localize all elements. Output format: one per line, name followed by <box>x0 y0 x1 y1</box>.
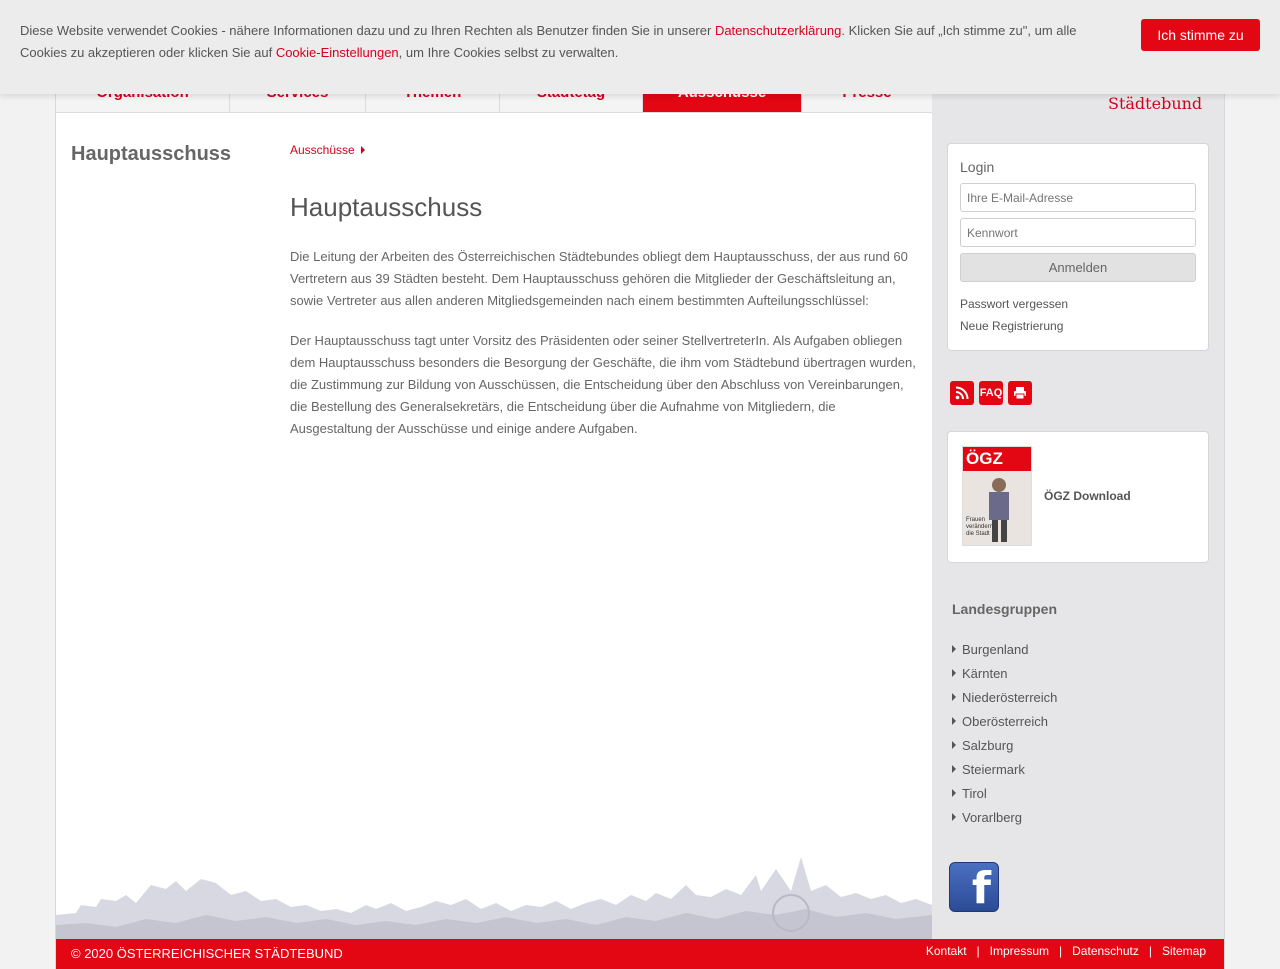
caret-right-icon <box>361 146 365 154</box>
caret-right-icon <box>952 741 956 749</box>
list-item[interactable] <box>952 637 1057 661</box>
footer-link-sitemap[interactable]: Sitemap <box>1161 944 1206 958</box>
password-field[interactable] <box>960 218 1196 247</box>
page-title: Hauptausschuss <box>290 192 483 222</box>
list-item-label: Tirol <box>962 785 987 801</box>
breadcrumb-link[interactable]: Ausschüsse <box>290 143 355 157</box>
cookie-text-part: Diese Website verwendet Cookies - nähere Informationen dazu und zu Ihren Rechten als Benutzer finden Sie in unserer <box>20 23 715 38</box>
list-item[interactable] <box>952 733 1057 757</box>
cookie-text <box>20 20 1100 64</box>
privacy-policy-link[interactable]: Datenschutzerklärung <box>714 23 842 38</box>
caret-right-icon <box>952 813 956 821</box>
list-item-label: Kärnten <box>962 665 1008 681</box>
ogz-cover-image[interactable] <box>962 446 1032 546</box>
caret-right-icon <box>952 693 956 701</box>
footer-link-impressum[interactable]: Impressum <box>989 944 1050 958</box>
forgot-password-link[interactable]: Passwort vergessen <box>960 297 1069 311</box>
rss-icon[interactable] <box>950 381 974 405</box>
list-item-label: Salzburg <box>962 737 1014 753</box>
email-field[interactable] <box>960 183 1196 212</box>
landesgruppen-title: Landesgruppen <box>952 601 1058 617</box>
caret-right-icon <box>952 645 956 653</box>
list-item-label: Oberösterreich <box>962 713 1048 729</box>
list-item-label: Vorarlberg <box>962 809 1022 825</box>
footer-link-kontakt[interactable]: Kontakt <box>925 944 967 958</box>
caret-right-icon <box>952 789 956 797</box>
list-item[interactable] <box>952 709 1057 733</box>
city-skyline-illustration <box>56 855 932 939</box>
cookie-settings-link[interactable]: Cookie-Einstellungen <box>275 45 399 60</box>
caret-right-icon <box>952 765 956 773</box>
list-item-label: Niederösterreich <box>962 689 1058 705</box>
cookie-banner <box>0 0 1280 94</box>
content-paragraph: Der Hauptausschuss tagt unter Vorsitz des Präsidenten oder seiner StellvertreterIn. Als Aufgaben obliegen dem Hauptausschuss besonders die Besorgung der Geschäfte, die ihm vom Städtebund übertragen wurden, die Zustimmung zur Bildung von Ausschüssen, die Entscheidung über den Abschluss von Vereinbarungen, die Bestellung des Generalsekretärs, die Entscheidung über die Aufnahme von Mitgliedern, die Ausgestaltung der Ausschüsse und einige andere Aufgaben. <box>290 333 916 436</box>
subnav-title: Hauptausschuss <box>71 143 232 165</box>
list-item-label: Steiermark <box>962 761 1025 777</box>
accept-cookies-button[interactable]: Ich stimme zu <box>1141 19 1260 51</box>
landesgruppen-list <box>952 637 1057 829</box>
list-item[interactable] <box>952 805 1057 829</box>
cookie-text-part: , um Ihre Cookies selbst zu verwalten. <box>398 45 619 60</box>
brand-wordmark[interactable]: Städtebund <box>1108 94 1203 113</box>
list-item[interactable] <box>952 661 1057 685</box>
faq-icon[interactable]: FAQ <box>979 381 1003 405</box>
facebook-icon[interactable]: f <box>949 862 999 912</box>
login-title: Login <box>960 159 995 175</box>
caret-right-icon <box>952 669 956 677</box>
copyright-text: © 2020 ÖSTERREICHISCHER STÄDTEBUND <box>71 946 343 961</box>
footer-separator: | <box>1059 944 1063 958</box>
content-paragraph: Die Leitung der Arbeiten des Österreichischen Städtebundes obliegt dem Hauptausschuss, der aus rund 60 Vertretern aus 39 Städten besteht. Dem Hauptausschuss gehören die Mitglieder der Geschäftsleitung an, sowie Vertreter aus allen anderen Mitgliedsgemeinden nach einem bestimmten Aufteilungsschlüssel: <box>290 249 908 308</box>
login-button[interactable]: Anmelden <box>960 253 1196 282</box>
ogz-download-link[interactable]: ÖGZ Download <box>1044 489 1131 503</box>
list-item-label: Burgenland <box>962 641 1029 657</box>
footer <box>56 939 1224 969</box>
register-link[interactable]: Neue Registrierung <box>960 319 1064 333</box>
list-item[interactable] <box>952 757 1057 781</box>
footer-link-datenschutz[interactable]: Datenschutz <box>1072 944 1139 958</box>
breadcrumb <box>290 143 365 157</box>
cookie-text-part: . Klicken Sie auf „Ich stimme zu", um alle Cookies zu akzeptieren oder klicken Sie auf <box>20 23 1077 60</box>
ogz-download-panel <box>947 431 1209 563</box>
ogz-cover-caption: Frauen verändern die Stadt <box>966 517 994 537</box>
footer-separator: | <box>1148 944 1152 958</box>
footer-links <box>926 944 1206 958</box>
list-item[interactable] <box>952 685 1057 709</box>
list-item[interactable] <box>952 781 1057 805</box>
print-icon[interactable] <box>1008 381 1032 405</box>
login-panel <box>947 143 1209 351</box>
ogz-cover-title: ÖGZ <box>963 447 1031 471</box>
footer-separator: | <box>976 944 980 958</box>
caret-right-icon <box>952 717 956 725</box>
